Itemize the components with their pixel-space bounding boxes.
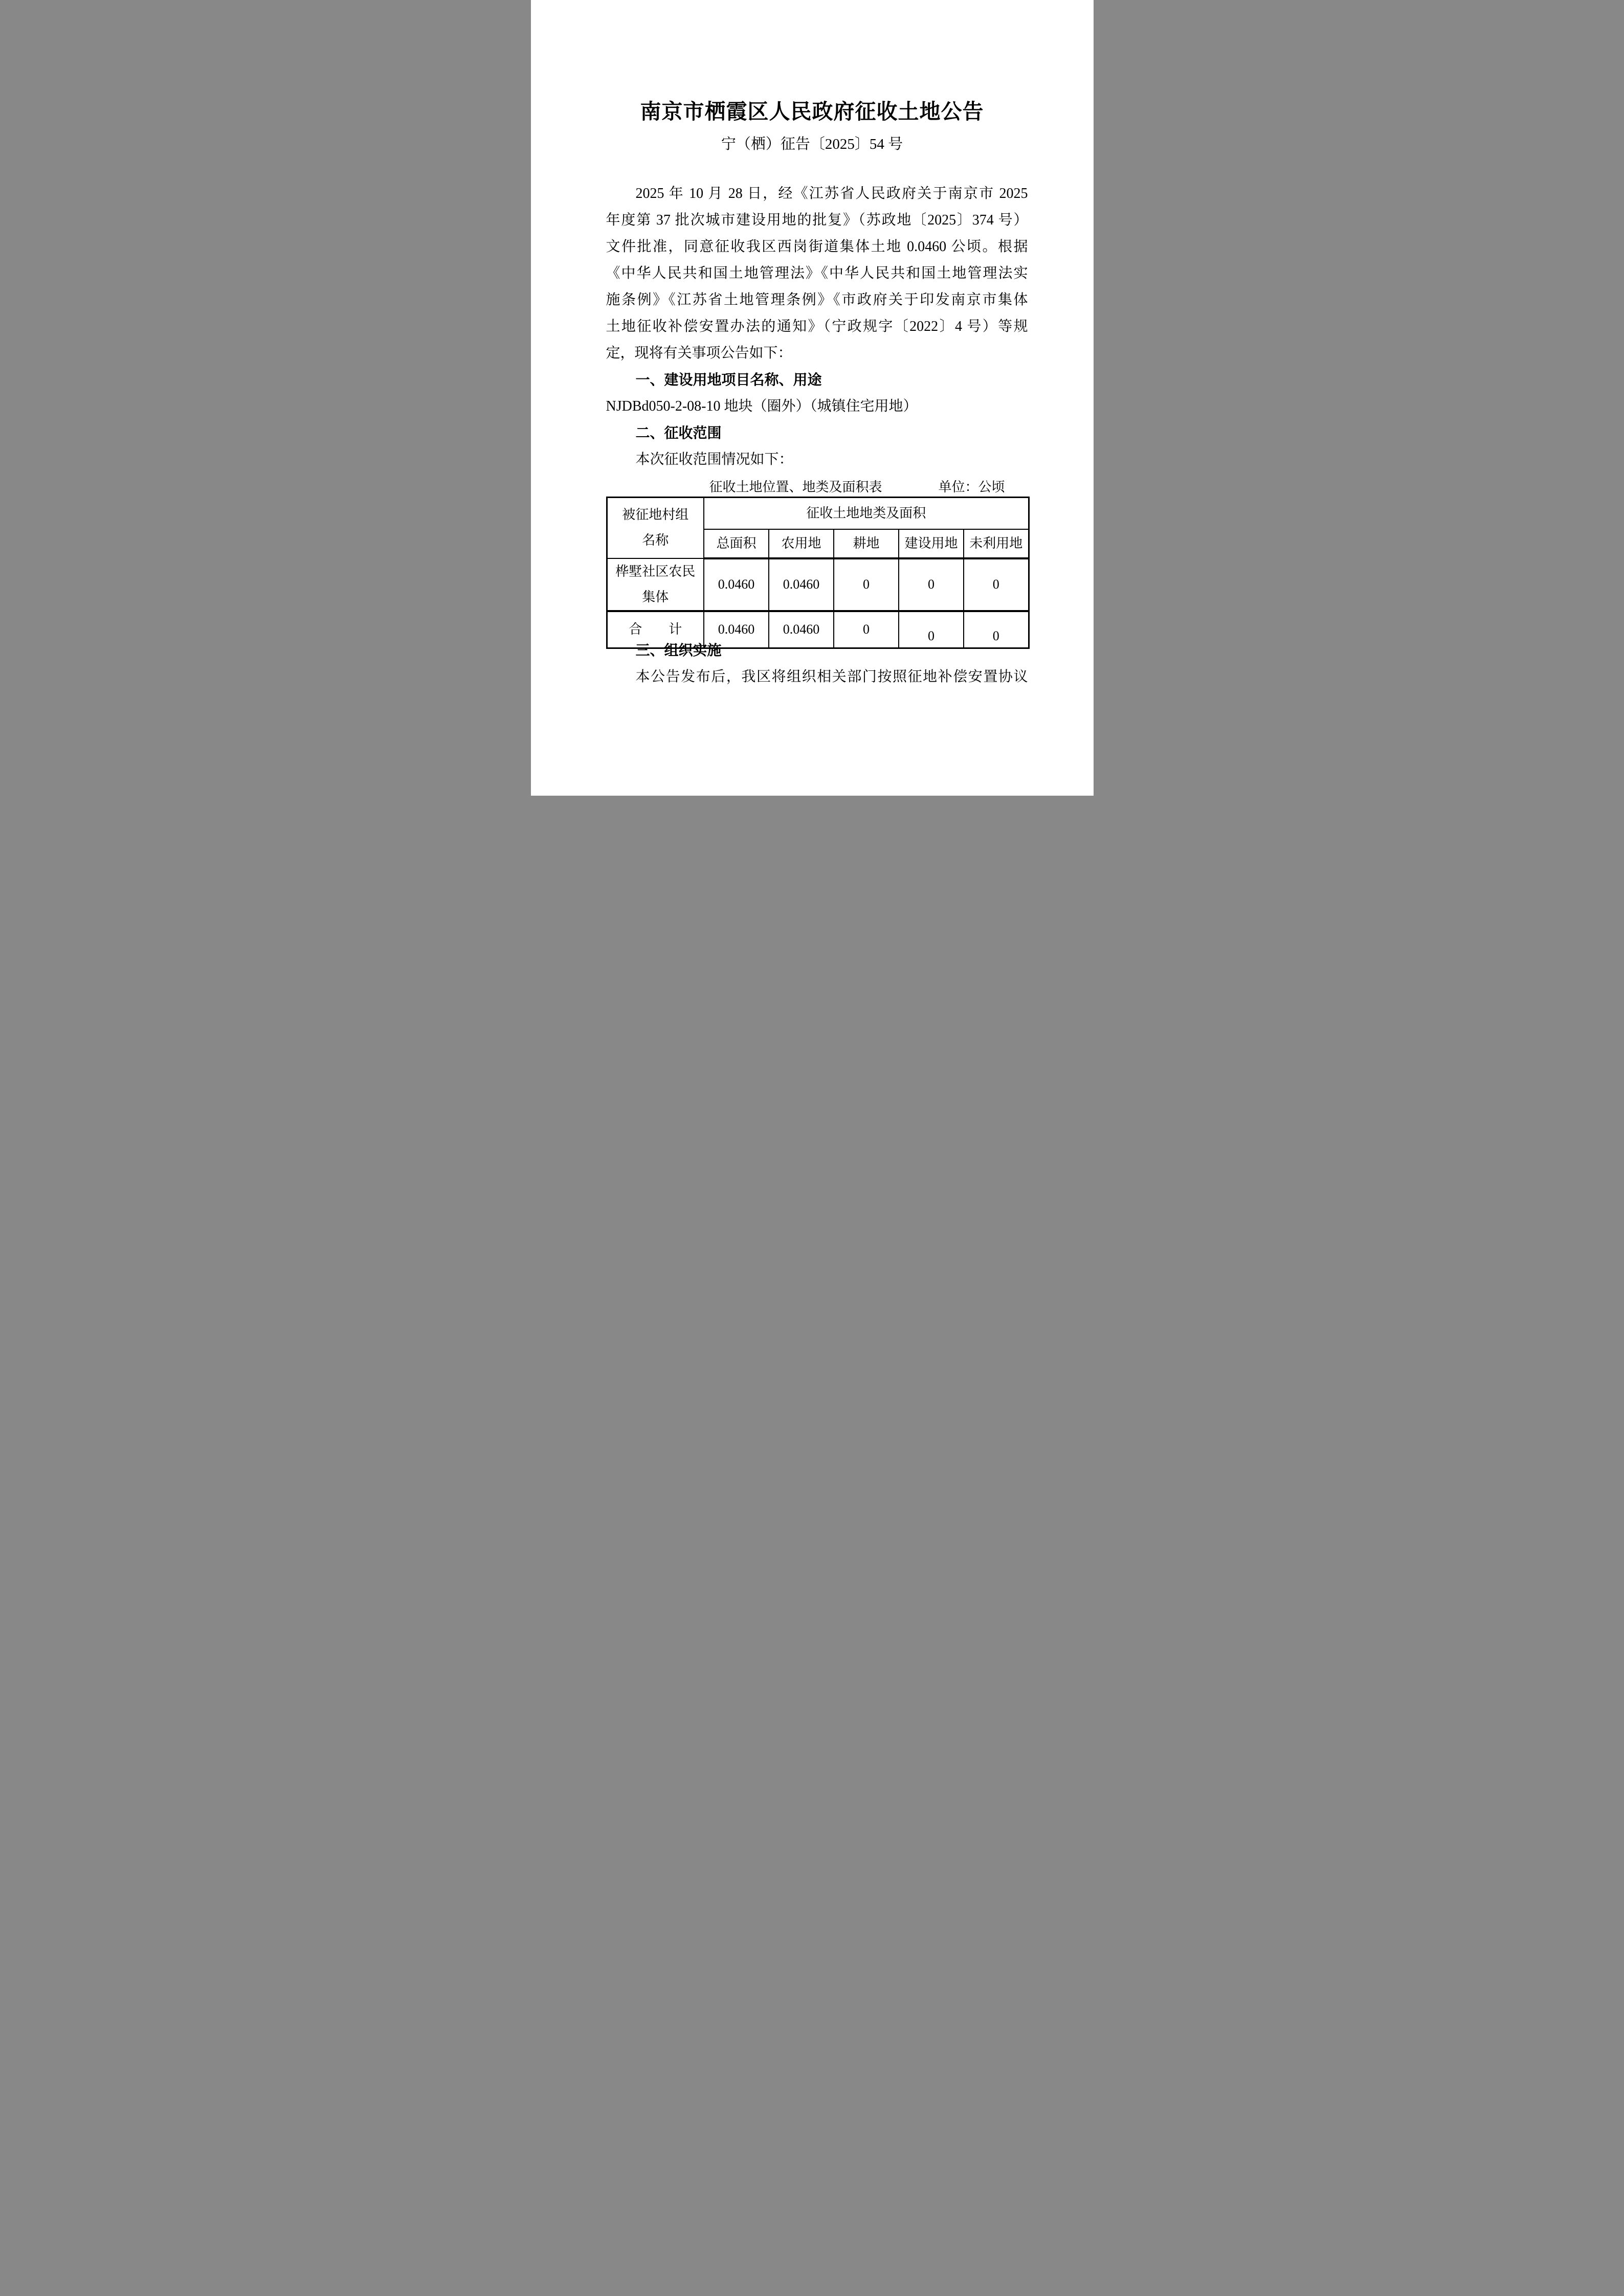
cell-cultivated: 0 (834, 558, 899, 611)
header-total-area: 总面积 (704, 529, 769, 558)
cell-unused: 0 (964, 611, 1029, 648)
cell-construction: 0 (899, 558, 964, 611)
body-line: 文件批准，同意征收我区西岗街道集体土地 0.0460 公顷。根据 (606, 239, 1028, 255)
header-unused: 未利用地 (964, 529, 1029, 558)
body-line: 定，现将有关事项公告如下： (606, 345, 792, 361)
cell-agricultural: 0.0460 (769, 558, 834, 611)
section-3-body (606, 664, 1028, 690)
cell-unused: 0 (964, 558, 1029, 611)
announcement-page (531, 0, 1094, 796)
table-unit-label: 单位：公顷 (938, 480, 1005, 494)
cell-agricultural: 0.0460 (769, 611, 834, 648)
body-line: 施条例》《江苏省土地管理条例》《市政府关于印发南京市集体 (606, 292, 1028, 308)
header-agricultural: 农用地 (769, 529, 834, 558)
cell-construction: 0 (899, 611, 964, 648)
header-village-group: 被征地村组名称 (607, 498, 704, 558)
land-area-table (606, 497, 1030, 649)
body-line: 年度第 37 批次城市建设用地的批复》（苏政地〔2025〕374 号） (606, 212, 1028, 228)
body-line: 《中华人民共和国土地管理法》《中华人民共和国土地管理法实 (606, 265, 1028, 281)
cell-total-area: 0.0460 (704, 611, 769, 648)
section-1-heading: 一、建设用地项目名称、用途 (635, 372, 822, 388)
section-1-body: NJDBd050-2-08-10 地块（圈外）（城镇住宅用地） (606, 398, 918, 414)
section-2-intro: 本次征收范围情况如下： (635, 452, 793, 467)
table-header-row-merged (607, 498, 1029, 529)
body-line: 土地征收补偿安置办法的通知》（宁政规字〔2022〕4 号）等规 (606, 319, 1028, 334)
section-3-heading: 三、组织实施 (635, 642, 722, 658)
cell-village-name: 桦墅社区农民集体 (607, 558, 704, 611)
section-2-heading: 二、征收范围 (635, 425, 722, 441)
document-number: 宁（栖）征告〔2025〕54 号 (721, 136, 903, 152)
body-line: 2025 年 10 月 28 日，经《江苏省人民政府关于南京市 2025 (635, 186, 1028, 201)
body-line: 本公告发布后，我区将组织相关部门按照征地补偿安置协议 (635, 669, 1028, 685)
table-row (607, 558, 1029, 611)
cell-cultivated: 0 (834, 611, 899, 648)
header-cultivated: 耕地 (834, 529, 899, 558)
cell-total-area: 0.0460 (704, 558, 769, 611)
table-caption: 征收土地位置、地类及面积表 (709, 480, 882, 494)
header-construction: 建设用地 (899, 529, 964, 558)
paragraph-approval (606, 181, 1028, 367)
page-title: 南京市栖霞区人民政府征收土地公告 (640, 100, 984, 123)
cell-total-label: 合 计 (607, 611, 704, 648)
header-land-class-area: 征收土地地类及面积 (704, 498, 1029, 529)
